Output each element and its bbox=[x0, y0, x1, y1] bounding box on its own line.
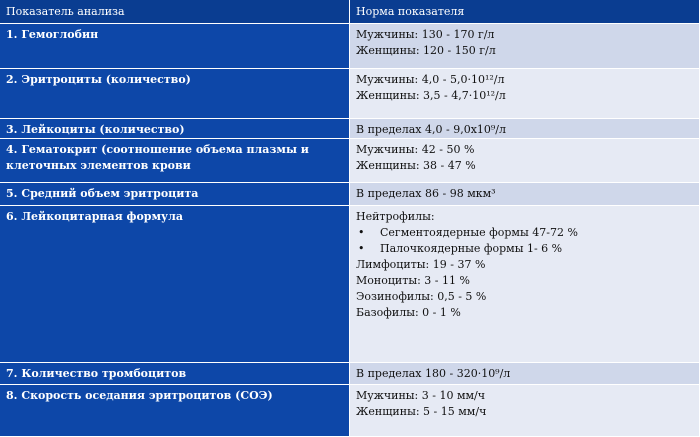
table-row bbox=[0, 183, 700, 206]
row-norm bbox=[350, 139, 700, 183]
norm-line: Женщины: 38 - 47 % bbox=[356, 159, 476, 172]
table-row bbox=[0, 385, 700, 437]
table-row bbox=[0, 139, 700, 183]
table-row bbox=[0, 69, 700, 119]
row-indicator: 7. Количество тромбоцитов bbox=[0, 363, 350, 385]
row-norm bbox=[350, 206, 700, 363]
bullet-text: Палочкоядерные формы 1- 6 % bbox=[380, 242, 563, 255]
norm-line: Нейтрофилы: bbox=[356, 210, 435, 223]
table-row bbox=[0, 24, 700, 69]
row-norm bbox=[350, 363, 700, 385]
table-row bbox=[0, 363, 700, 385]
table-row bbox=[0, 206, 700, 363]
row-norm bbox=[350, 69, 700, 119]
norm-line: В пределах 4,0 - 9,0х10⁹/л bbox=[356, 123, 506, 136]
norm-line: Женщины: 3,5 - 4,7·10¹²/л bbox=[356, 89, 506, 102]
norm-line: Моноциты: 3 - 11 % bbox=[356, 274, 470, 287]
row-indicator: 4. Гематокрит (соотношение объема плазмы и клеточных элементов крови bbox=[0, 139, 350, 183]
norm-line: Эозинофилы: 0,5 - 5 % bbox=[356, 290, 487, 303]
norm-line: Женщины: 120 - 150 г/л bbox=[356, 44, 496, 57]
row-indicator: 6. Лейкоцитарная формула bbox=[0, 206, 350, 363]
row-norm bbox=[350, 183, 700, 206]
norm-line: В пределах 180 - 320·10⁹/л bbox=[356, 367, 511, 380]
bullet-item bbox=[356, 225, 699, 241]
row-indicator: 5. Средний объем эритроцита bbox=[0, 183, 350, 206]
table-row bbox=[0, 119, 700, 139]
row-norm bbox=[350, 24, 700, 69]
bullet-icon: • bbox=[358, 242, 365, 255]
norm-line: Мужчины: 130 - 170 г/л bbox=[356, 28, 495, 41]
norm-line: Мужчины: 3 - 10 мм/ч bbox=[356, 389, 486, 402]
bullet-icon: • bbox=[358, 226, 365, 239]
norm-line: Мужчины: 42 - 50 % bbox=[356, 143, 475, 156]
norm-line: Мужчины: 4,0 - 5,0·10¹²/л bbox=[356, 73, 505, 86]
row-indicator: 1. Гемоглобин bbox=[0, 24, 350, 69]
norm-line: Базофилы: 0 - 1 % bbox=[356, 306, 461, 319]
row-indicator: 3. Лейкоциты (количество) bbox=[0, 119, 350, 139]
row-indicator: 8. Скорость оседания эритроцитов (СОЭ) bbox=[0, 385, 350, 437]
norm-line: Женщины: 5 - 15 мм/ч bbox=[356, 405, 487, 418]
bullet-text: Сегментоядерные формы 47-72 % bbox=[380, 226, 578, 239]
table-header-row bbox=[0, 0, 700, 24]
header-indicator: Показатель анализа bbox=[0, 0, 350, 24]
row-norm bbox=[350, 385, 700, 437]
header-norm: Норма показателя bbox=[350, 0, 700, 24]
norm-line: В пределах 86 - 98 мкм³ bbox=[356, 187, 496, 200]
row-indicator: 2. Эритроциты (количество) bbox=[0, 69, 350, 119]
row-norm bbox=[350, 119, 700, 139]
norm-line: Лимфоциты: 19 - 37 % bbox=[356, 258, 486, 271]
bullet-item bbox=[356, 241, 699, 257]
